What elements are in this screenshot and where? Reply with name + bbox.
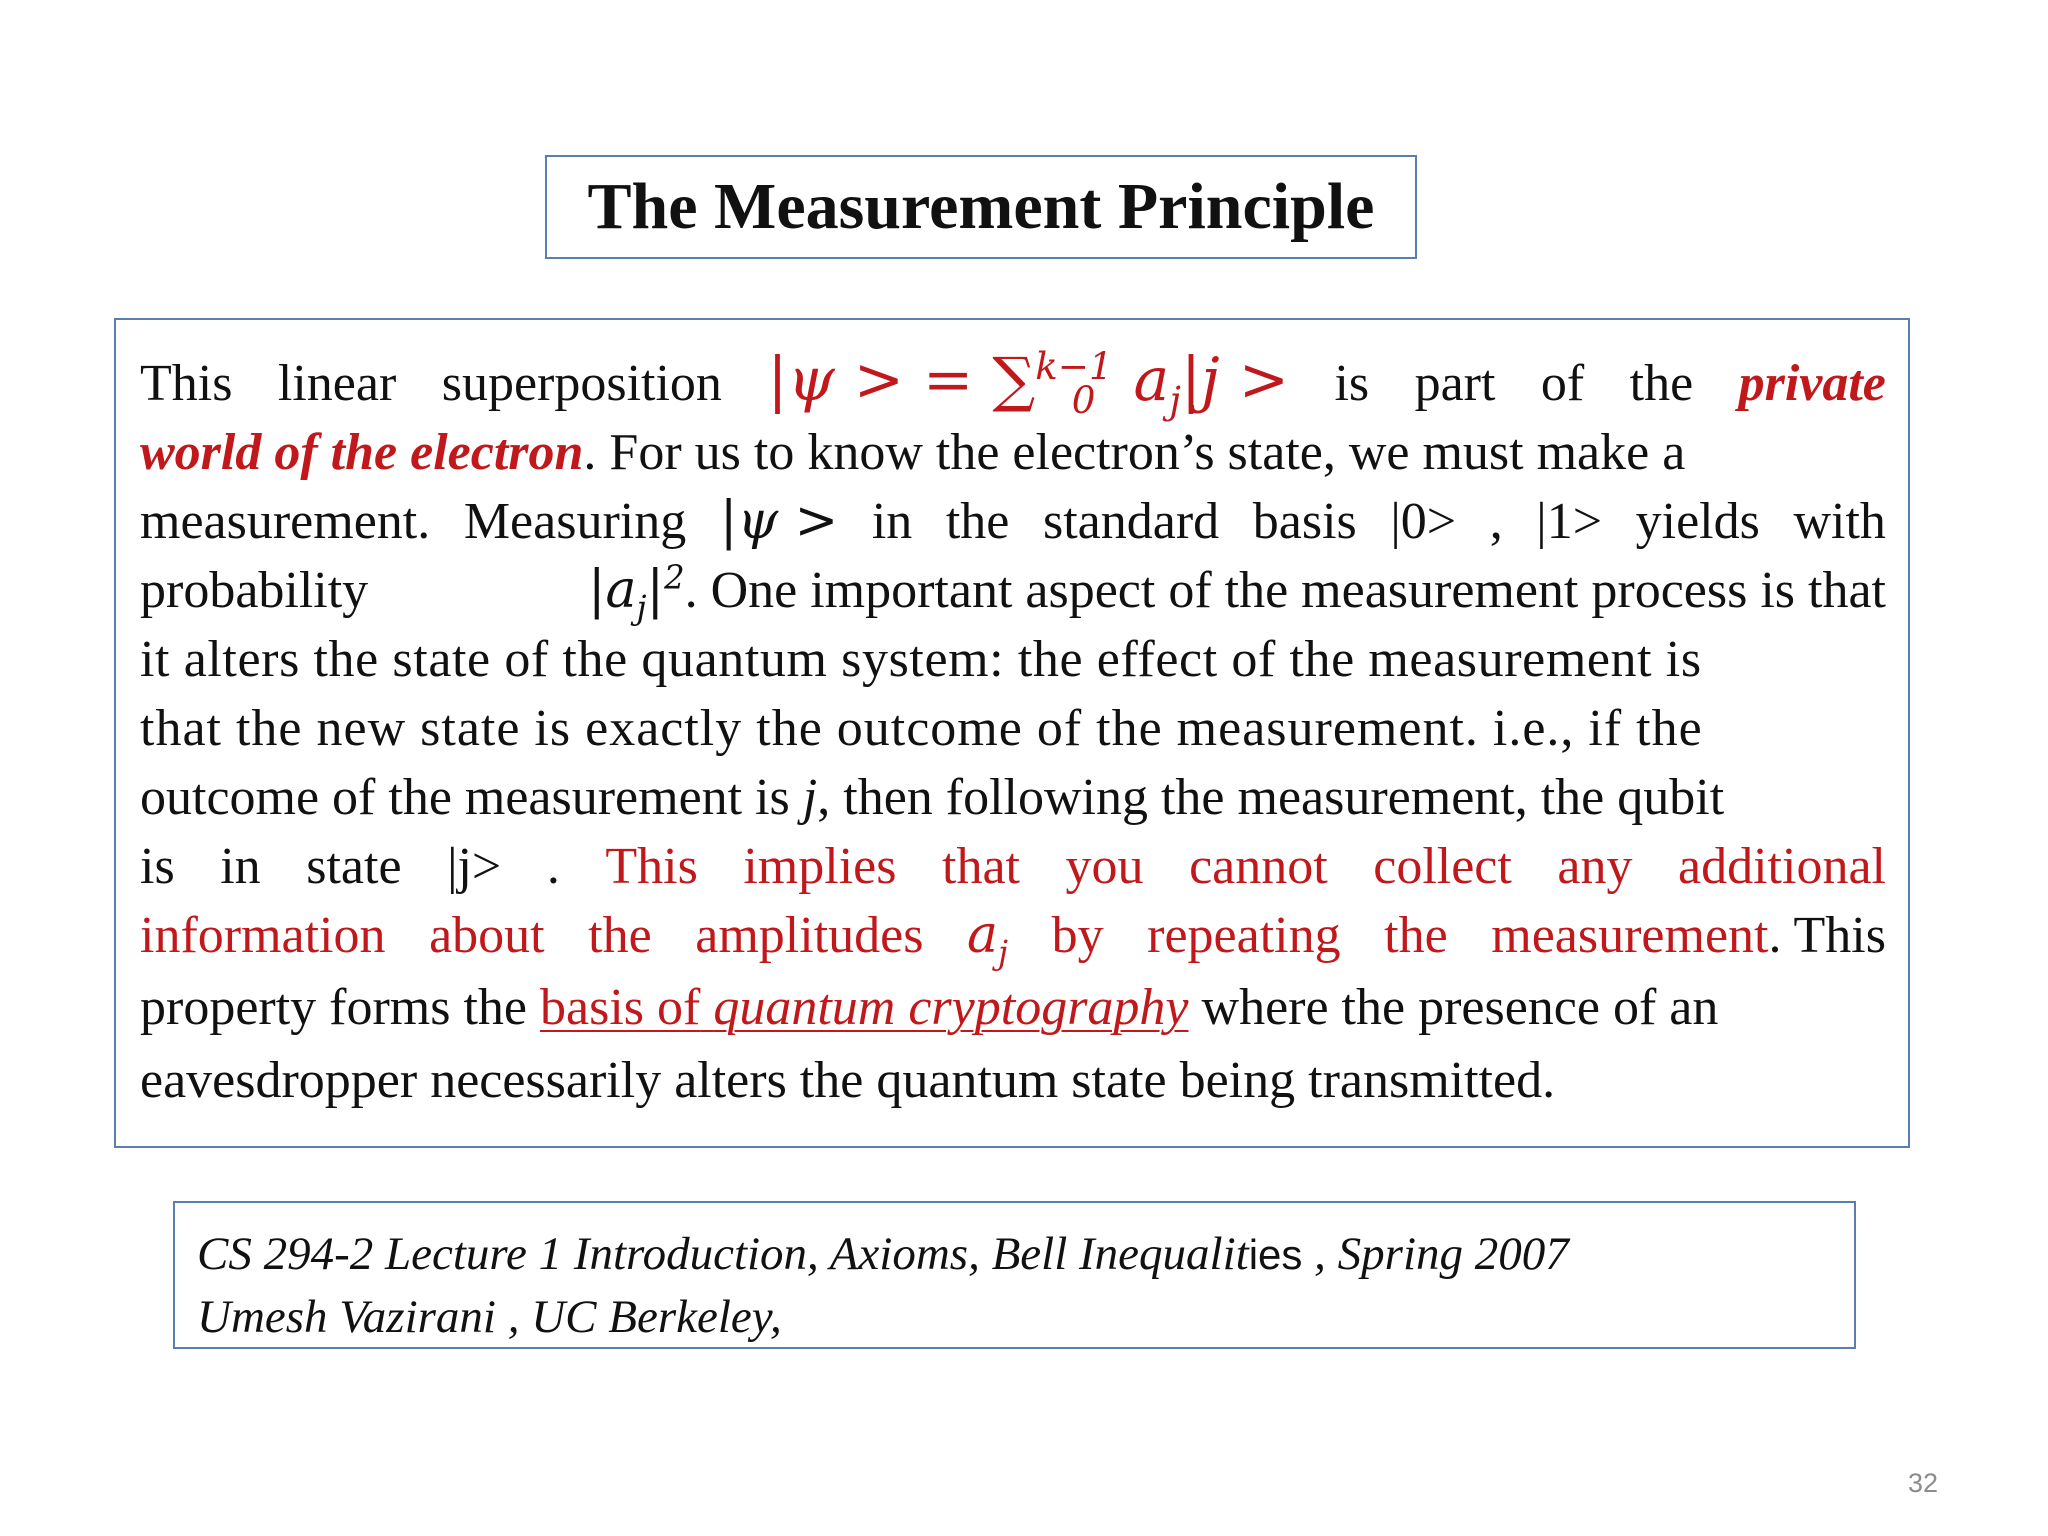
text: , then following the measurement, the qubit <box>817 769 1725 826</box>
amplitude-aj: $a_j$ <box>967 905 1009 972</box>
word: |0> <box>1390 493 1457 550</box>
body-line-8 <box>140 832 1886 901</box>
slide-title: The Measurement Principle <box>587 170 1375 243</box>
word: additional <box>1678 838 1886 895</box>
word: is <box>1334 355 1370 412</box>
word: with <box>1793 493 1886 550</box>
outcome-j: j <box>802 769 818 826</box>
word: cannot <box>1189 838 1328 895</box>
word: yields <box>1635 493 1760 550</box>
word: in <box>871 493 913 550</box>
word: |1> <box>1536 493 1603 550</box>
body-line-5 <box>140 625 1886 694</box>
word: . <box>546 838 560 895</box>
word: This <box>140 355 233 412</box>
word: amplitudes <box>695 907 924 964</box>
word: the <box>945 493 1010 550</box>
body-line-11 <box>140 1046 1886 1115</box>
psi-ket: |ψ > <box>719 491 839 551</box>
word: implies <box>743 838 897 895</box>
probability-formula: $|a_j|^2$ <box>588 558 685 627</box>
text: where the presence of an <box>1201 979 1719 1036</box>
body-line-4 <box>140 556 1886 625</box>
word: probability <box>140 562 369 619</box>
word: measurement <box>1491 907 1769 964</box>
body-line-10 <box>140 970 1886 1046</box>
body-line-2 <box>140 418 1886 487</box>
text: property forms the <box>140 979 528 1036</box>
reference-box <box>173 1201 1856 1349</box>
word: you <box>1065 838 1144 895</box>
word: the <box>1629 355 1694 412</box>
word: Measuring <box>463 493 687 550</box>
word: is <box>140 838 175 895</box>
word: about <box>429 907 545 964</box>
text: that the new state is exactly the outcome of the measurement. i.e., if the <box>140 700 1703 757</box>
text: . One important aspect of the measurement process is that <box>684 562 1886 619</box>
emphasis-private: private <box>1738 355 1886 412</box>
word: of <box>1540 355 1585 412</box>
word: in <box>220 838 261 895</box>
word: |j> <box>447 838 502 895</box>
reference-line-1: CS 294-2 Lecture 1 Introduction, Axioms, Bell Inequalities , Spring 2007 <box>197 1228 1569 1280</box>
text: outcome of the measurement is <box>140 769 790 826</box>
word: the <box>1384 907 1448 964</box>
reference-line-2: Umesh Vazirani , UC Berkeley, <box>197 1291 782 1343</box>
word: that <box>942 838 1020 895</box>
body-line-1 <box>140 342 1886 422</box>
body-line-3 <box>140 487 1886 556</box>
title-box <box>545 155 1417 259</box>
body-line-9 <box>140 901 1886 970</box>
word: the <box>588 907 652 964</box>
superposition-formula: |ψ > = ∑$^{k-1}_0$ $a_j|j$ > <box>767 344 1290 422</box>
word: , <box>1489 493 1503 550</box>
word: This <box>605 838 698 895</box>
word: linear <box>277 355 397 412</box>
text: eavesdropper necessarily alters the quantum state being transmitted. <box>140 1052 1556 1109</box>
emphasis-private-world: world of the electron <box>140 424 584 481</box>
word: standard <box>1042 493 1220 550</box>
word: part <box>1414 355 1496 412</box>
body-line-6 <box>140 694 1886 763</box>
word: any <box>1557 838 1633 895</box>
quantum-cryptography-link[interactable]: basis of quantum cryptography <box>540 979 1189 1036</box>
word: measurement. <box>140 493 431 550</box>
body-text-box <box>114 318 1910 1148</box>
word: basis <box>1252 493 1357 550</box>
text: . For us to know the electron’s state, we must make a <box>583 424 1686 481</box>
text: it alters the state of the quantum system: the effect of the measurement is <box>140 631 1702 688</box>
word: by <box>1051 907 1104 964</box>
word: collect <box>1373 838 1512 895</box>
body-line-7 <box>140 763 1886 832</box>
word: information <box>140 907 386 964</box>
word: repeating <box>1147 907 1341 964</box>
word: state <box>306 838 402 895</box>
word: superposition <box>441 355 722 412</box>
text: . This <box>1768 907 1886 964</box>
page-number: 32 <box>1908 1468 1939 1498</box>
